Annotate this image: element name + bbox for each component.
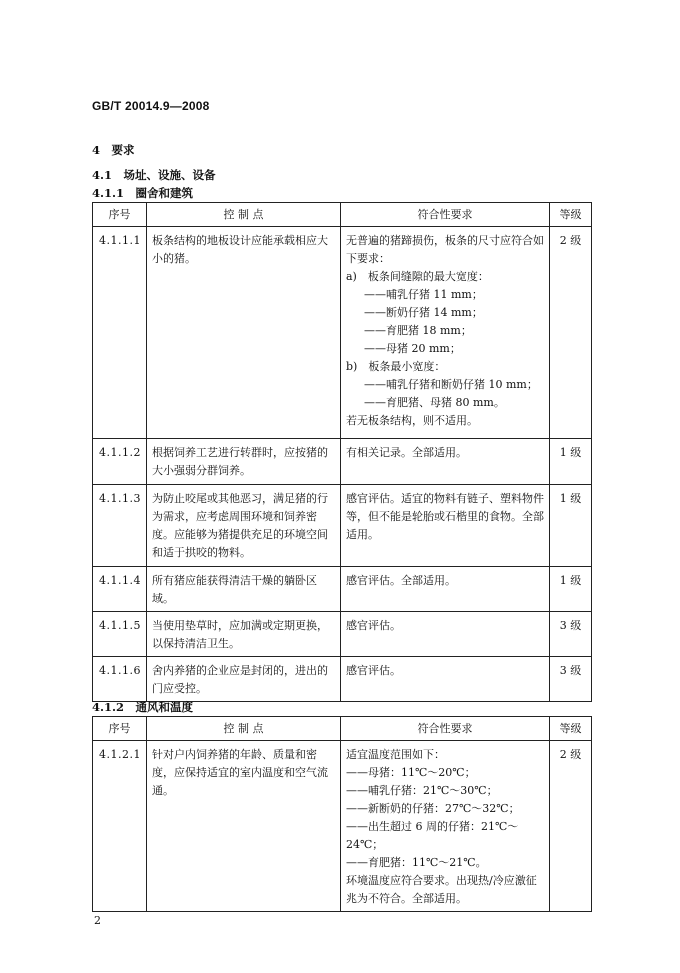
header-no: 序号 <box>93 203 147 227</box>
table-header-row <box>93 717 592 741</box>
header-requirement: 符合性要求 <box>340 203 549 227</box>
row-requirement: 有相关记录。全部适用。 <box>340 439 549 485</box>
table-row <box>93 227 592 439</box>
header-checkpoint: 控 制 点 <box>146 203 340 227</box>
standard-code: GB/T 20014.9—2008 <box>92 99 210 113</box>
section-4-1-2-heading: 4.1.2 通风和温度 <box>92 700 194 714</box>
table-row <box>93 485 592 567</box>
row-requirement: 感官评估。适宜的物料有链子、塑料物件等，但不能是轮胎或石楷里的食物。全部适用。 <box>340 485 549 567</box>
req-a-item: ——断奶仔猪 14 mm； <box>363 306 483 319</box>
req-end: 若无板条结构，则不适用。 <box>345 414 478 427</box>
row-no: 4.1.2.1 <box>93 741 147 912</box>
req-b: b) 板条最小宽度： <box>345 360 446 373</box>
header-level: 等级 <box>549 203 591 227</box>
row-level: 1 级 <box>549 439 591 485</box>
row-no: 4.1.1.4 <box>93 567 147 612</box>
section-4-1-1-heading: 4.1.1 圈舍和建筑 <box>92 186 194 200</box>
req-end: 环境温度应符合要求。出现热/冷应激征兆为不符合。全部适用。 <box>345 874 537 905</box>
table-row <box>93 612 592 657</box>
header-requirement: 符合性要求 <box>340 717 549 741</box>
req-a: a) 板条间缝隙的最大宽度： <box>345 270 489 283</box>
table-row <box>93 741 592 912</box>
header-level: 等级 <box>549 717 591 741</box>
row-level: 3 级 <box>549 612 591 657</box>
table-header-row <box>93 203 592 227</box>
row-level: 2 级 <box>549 227 591 439</box>
row-level: 3 级 <box>549 657 591 702</box>
row-level: 1 级 <box>549 485 591 567</box>
req-intro: 无普遍的猪蹄损伤，板条的尺寸应符合如下要求： <box>345 234 544 265</box>
req-a-item: ——母猪 20 mm； <box>363 342 461 355</box>
row-requirement <box>340 227 549 439</box>
row-checkpoint: 所有猪应能获得清洁干燥的躺卧区域。 <box>146 567 340 612</box>
row-checkpoint: 针对户内饲养猪的年龄、质量和密度，应保持适宜的室内温度和空气流通。 <box>146 741 340 912</box>
row-requirement: 感官评估。全部适用。 <box>340 567 549 612</box>
req-temp-item: ——育肥猪：11℃～21℃。 <box>345 856 487 869</box>
req-temp-item: ——出生超过 6 周的仔猪：21℃～24℃； <box>345 820 519 851</box>
req-temp-item: ——新断奶的仔猪：27℃～32℃； <box>345 802 520 815</box>
row-no: 4.1.1.6 <box>93 657 147 702</box>
table-housing-buildings <box>92 202 592 702</box>
req-temp-item: ——母猪：11℃～20℃； <box>345 766 476 779</box>
req-temp-item: ——哺乳仔猪：21℃～30℃； <box>345 784 498 797</box>
row-level: 2 级 <box>549 741 591 912</box>
page-number: 2 <box>94 914 101 927</box>
header-checkpoint: 控 制 点 <box>146 717 340 741</box>
req-a-item: ——哺乳仔猪 11 mm； <box>363 288 483 301</box>
table-row <box>93 439 592 485</box>
row-checkpoint: 板条结构的地板设计应能承载相应大小的猪。 <box>146 227 340 439</box>
row-no: 4.1.1.1 <box>93 227 147 439</box>
row-checkpoint: 为防止咬尾或其他恶习，满足猪的行为需求，应考虑周围环境和饲养密度。应能够为猪提供充足的环境空间和适于拱咬的物料。 <box>146 485 340 567</box>
row-checkpoint: 根据饲养工艺进行转群时，应按猪的大小强弱分群饲养。 <box>146 439 340 485</box>
section-4-1-heading: 4.1 场址、设施、设备 <box>92 168 216 182</box>
table-row <box>93 567 592 612</box>
row-level: 1 级 <box>549 567 591 612</box>
req-a-item: ——育肥猪 18 mm； <box>363 324 472 337</box>
req-b-item: ——哺乳仔猪和断奶仔猪 10 mm； <box>363 378 538 391</box>
row-requirement: 感官评估。 <box>340 657 549 702</box>
row-no: 4.1.1.3 <box>93 485 147 567</box>
section-4-heading: 4 要求 <box>92 143 135 157</box>
table-row <box>93 657 592 702</box>
row-no: 4.1.1.2 <box>93 439 147 485</box>
row-requirement: 感官评估。 <box>340 612 549 657</box>
table-ventilation-temperature <box>92 716 592 912</box>
row-checkpoint: 舍内养猪的企业应是封闭的，进出的门应受控。 <box>146 657 340 702</box>
req-intro: 适宜温度范围如下： <box>345 748 445 761</box>
row-requirement <box>340 741 549 912</box>
row-checkpoint: 当使用垫草时，应加满或定期更换，以保持清洁卫生。 <box>146 612 340 657</box>
row-no: 4.1.1.5 <box>93 612 147 657</box>
req-b-item: ——育肥猪、母猪 80 mm。 <box>363 396 505 409</box>
header-no: 序号 <box>93 717 147 741</box>
